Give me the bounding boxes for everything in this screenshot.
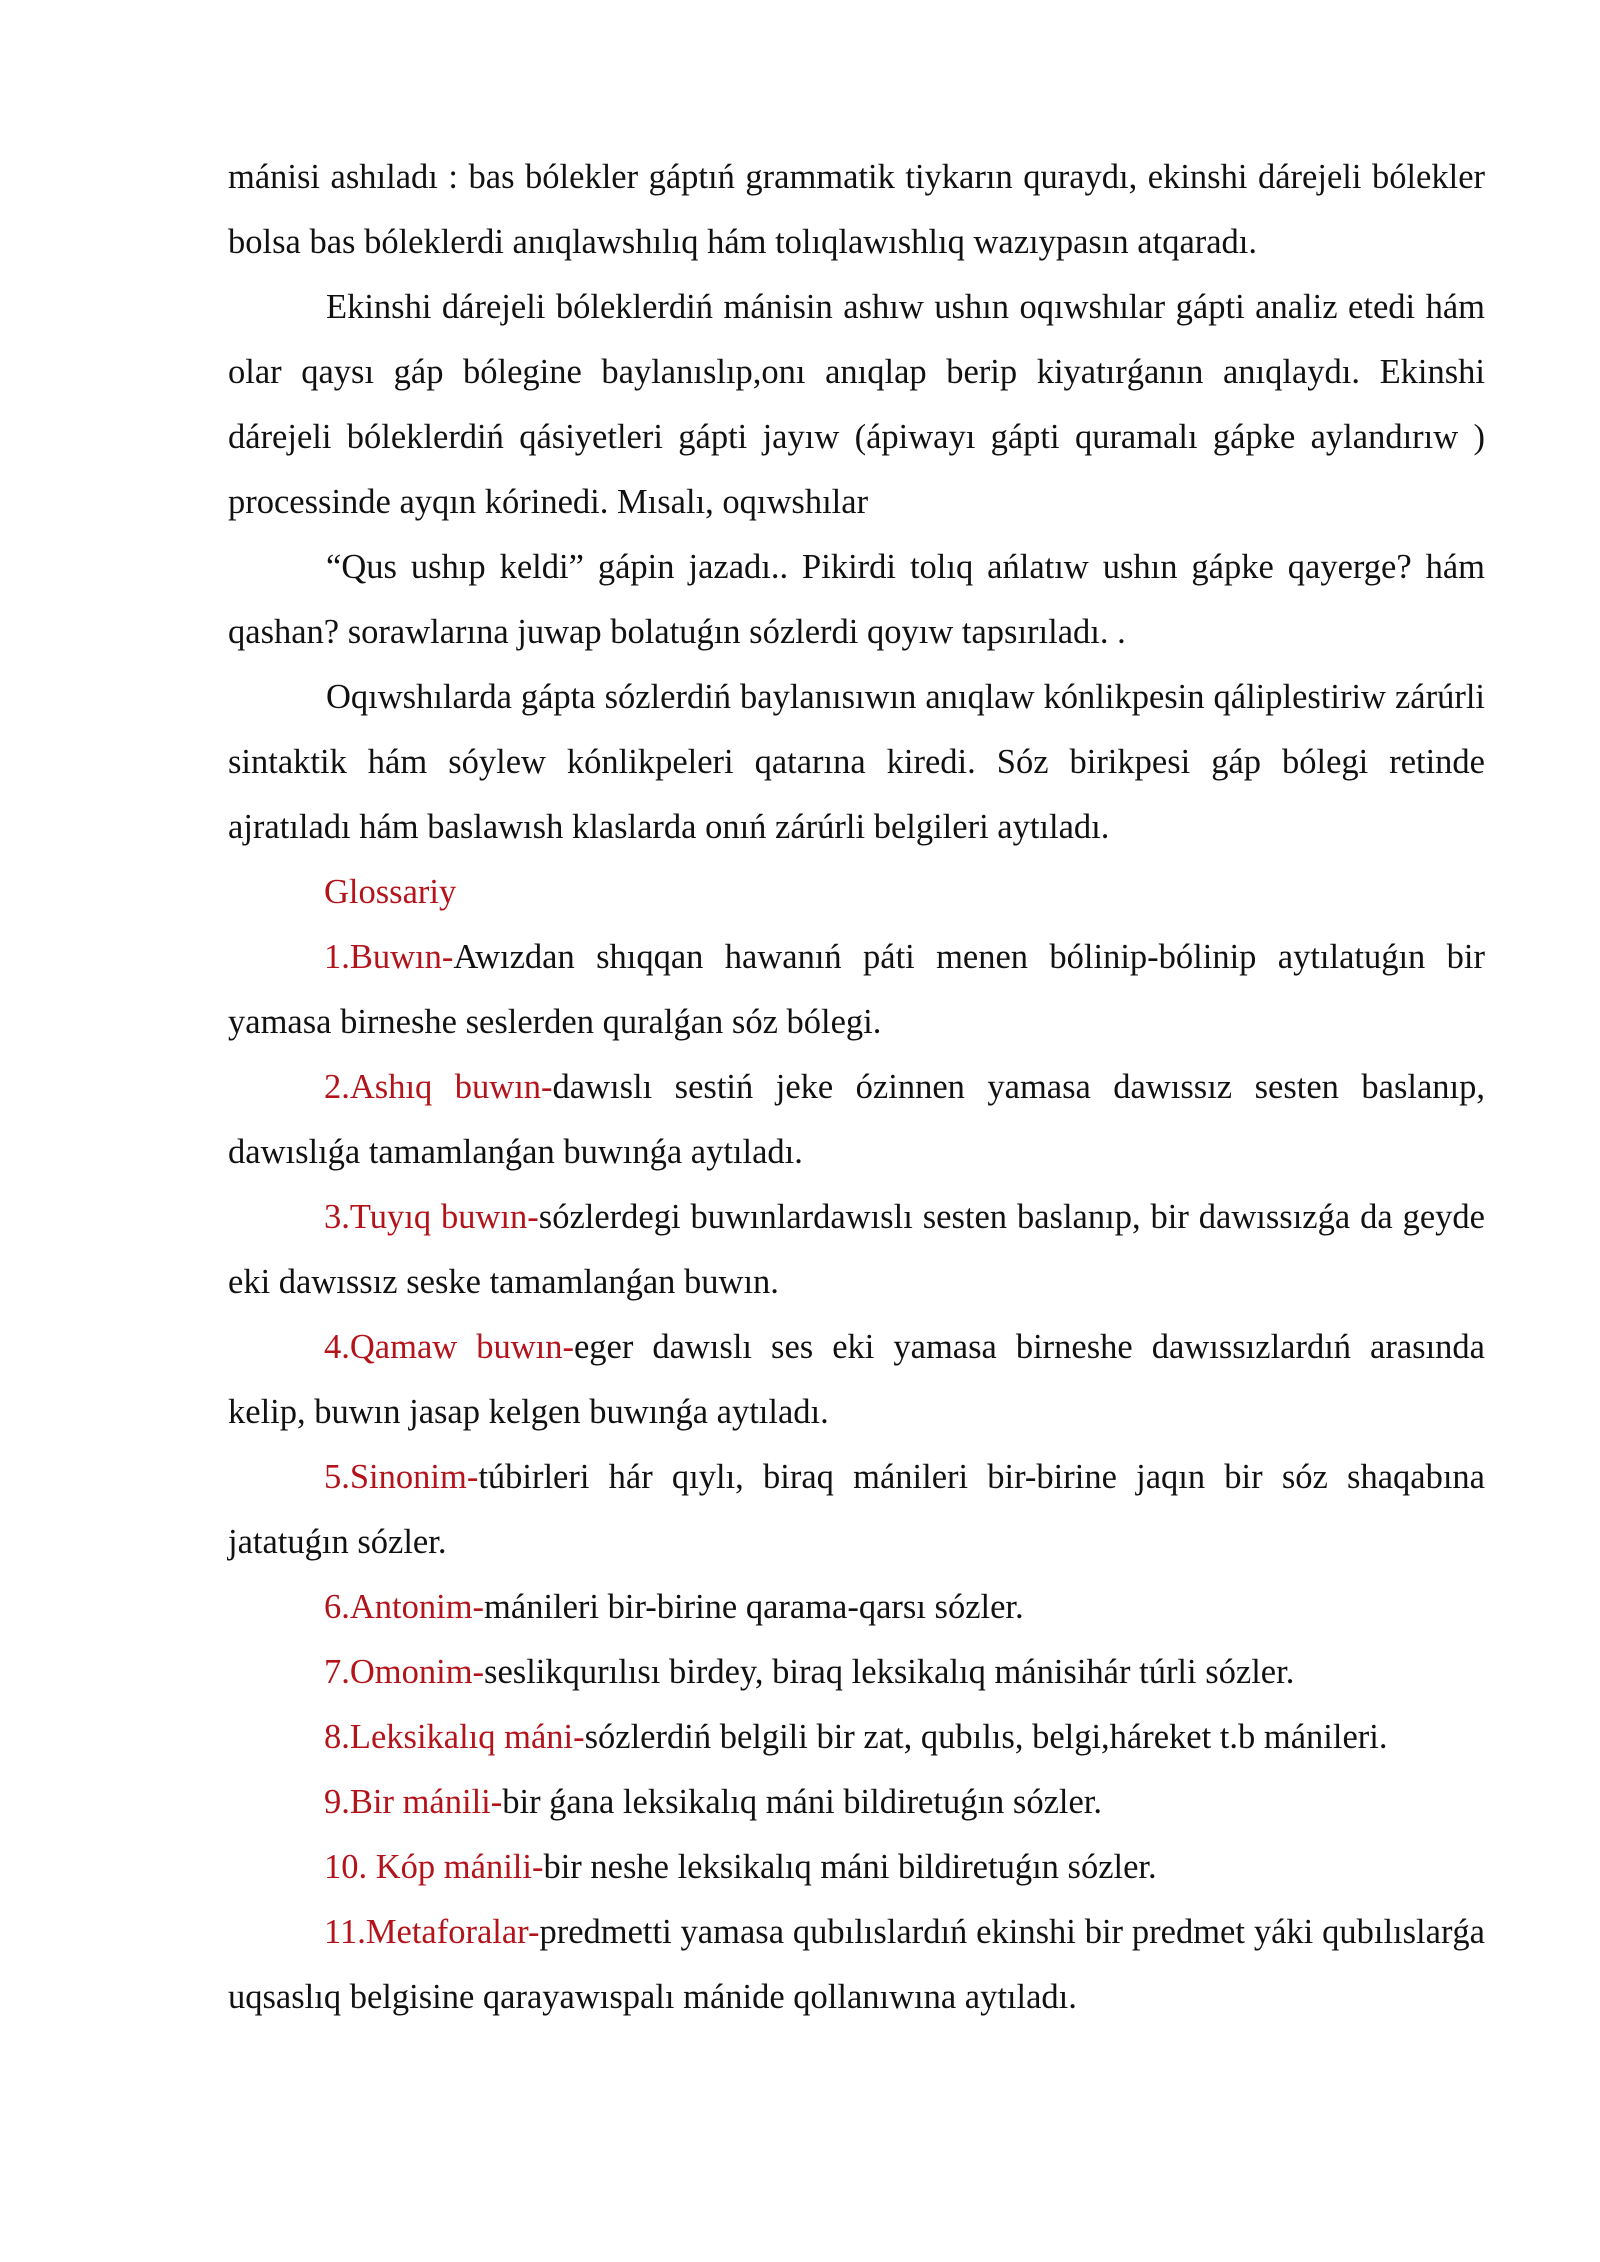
glossary-term: 4.Qamaw buwın-	[324, 1328, 574, 1366]
glossary-term: 8.Leksikalıq máni-	[324, 1718, 585, 1756]
glossary-definition: dawıslı sestiń jeke ózinnen yamasa dawıssız sesten baslanıp, dawıslıǵa tamamlanǵan buwınǵa aytıladı.	[228, 1068, 1485, 1171]
paragraph-secondary-parts: Ekinshi dárejeli bóleklerdiń mánisin ashıw ushın oqıwshılar gápti analiz etedi hám olar qaysı gáp bólegine baylanıslıp,onı anıqlap berip kiyatırǵanın anıqlaydı. Ekinshi dárejeli bóleklerdiń qásiyetleri gápti jayıw (ápiwayı gápti quramalı gápke aylandırıw ) processinde ayqın kórinedi. Mısalı, oqıwshılar	[228, 288, 1485, 521]
glossary-definition: mánileri bir-birine qarama-qarsı sózler.	[484, 1588, 1024, 1626]
glossary-item	[228, 925, 1485, 1055]
paragraph-word-connection: Oqıwshılarda gápta sózlerdiń baylanısıwın anıqlaw kónlikpesin qáliplestiriw zárúrli sintaktik hám sóylew kónlikpeleri qatarına kiredi. Sóz birikpesi gáp bólegi retinde ajratıladı hám baslawısh klaslarda onıń zárúrli belgileri aytıladı.	[228, 678, 1485, 846]
glossary-term: 7.Omonim-	[324, 1653, 485, 1691]
glossary-item	[228, 1900, 1485, 2030]
glossary-item	[228, 1640, 1485, 1705]
glossary-definition: túbirleri hár qıylı, biraq mánileri bir-birine jaqın bir sóz shaqabına jatatuǵın sózler.	[228, 1458, 1485, 1561]
glossary-term: 6.Antonim-	[324, 1588, 485, 1626]
glossary-definition: seslikqurılısı birdey, biraq leksikalıq mánisihár túrli sózler.	[484, 1653, 1295, 1691]
glossary-item	[228, 1705, 1485, 1770]
glossary-heading: Glossariy	[324, 873, 457, 911]
glossary-item	[228, 1055, 1485, 1185]
glossary-term: 10. Kóp mánili-	[324, 1848, 544, 1886]
glossary-term: 11.Metaforalar-	[324, 1913, 540, 1951]
glossary-definition: sózlerdiń belgili bir zat, qubılıs, belgi,háreket t.b mánileri.	[584, 1718, 1388, 1756]
glossary-item	[228, 1185, 1485, 1315]
glossary-definition: predmetti yamasa qubılıslardıń ekinshi bir predmet yáki qubılıslarǵa uqsaslıq belgisine qarayawıspalı mánide qollanıwına aytıladı.	[228, 1913, 1485, 2016]
glossary-item	[228, 1835, 1485, 1900]
glossary-definition: eger dawıslı ses eki yamasa birneshe dawıssızlardıń arasında kelip, buwın jasap kelgen buwınǵa aytıladı.	[228, 1328, 1485, 1431]
document-page	[228, 145, 1485, 2030]
glossary-definition: bir neshe leksikalıq máni bildiretuǵın sózler.	[543, 1848, 1157, 1886]
glossary-term: 9.Bir mánili-	[324, 1783, 503, 1821]
paragraph-intro: mánisi ashıladı : bas bólekler gáptıń grammatik tiykarın quraydı, ekinshi dárejeli bólekler bolsa bas bóleklerdi anıqlawshılıq hám tolıqlawıshlıq wazıypasın atqaradı.	[228, 158, 1485, 261]
glossary-term: 5.Sinonim-	[324, 1458, 479, 1496]
glossary-term: 1.Buwın-	[324, 938, 454, 976]
glossary-definition: Awızdan shıqqan hawanıń páti menen bólinip-bólinip aytılatuǵın bir yamasa birneshe seslerden quralǵan sóz bólegi.	[228, 938, 1485, 1041]
glossary-definition: sózlerdegi buwınlardawıslı sesten baslanıp, bir dawıssızǵa da geyde eki dawıssız seske tamamlanǵan buwın.	[228, 1198, 1485, 1301]
glossary-list	[228, 925, 1485, 2030]
paragraph-example-sentence: “Qus ushıp keldi” gápin jazadı.. Pikirdi tolıq ańlatıw ushın gápke qayerge? hám qashan? sorawlarına juwap bolatuǵın sózlerdi qoyıw tapsırıladı. .	[228, 548, 1485, 651]
glossary-term: 3.Tuyıq buwın-	[324, 1198, 539, 1236]
glossary-definition: bir ǵana leksikalıq máni bildiretuǵın sózler.	[502, 1783, 1103, 1821]
glossary-item	[228, 1770, 1485, 1835]
glossary-term: 2.Ashıq buwın-	[324, 1068, 553, 1106]
glossary-item	[228, 1575, 1485, 1640]
glossary-item	[228, 1445, 1485, 1575]
glossary-item	[228, 1315, 1485, 1445]
